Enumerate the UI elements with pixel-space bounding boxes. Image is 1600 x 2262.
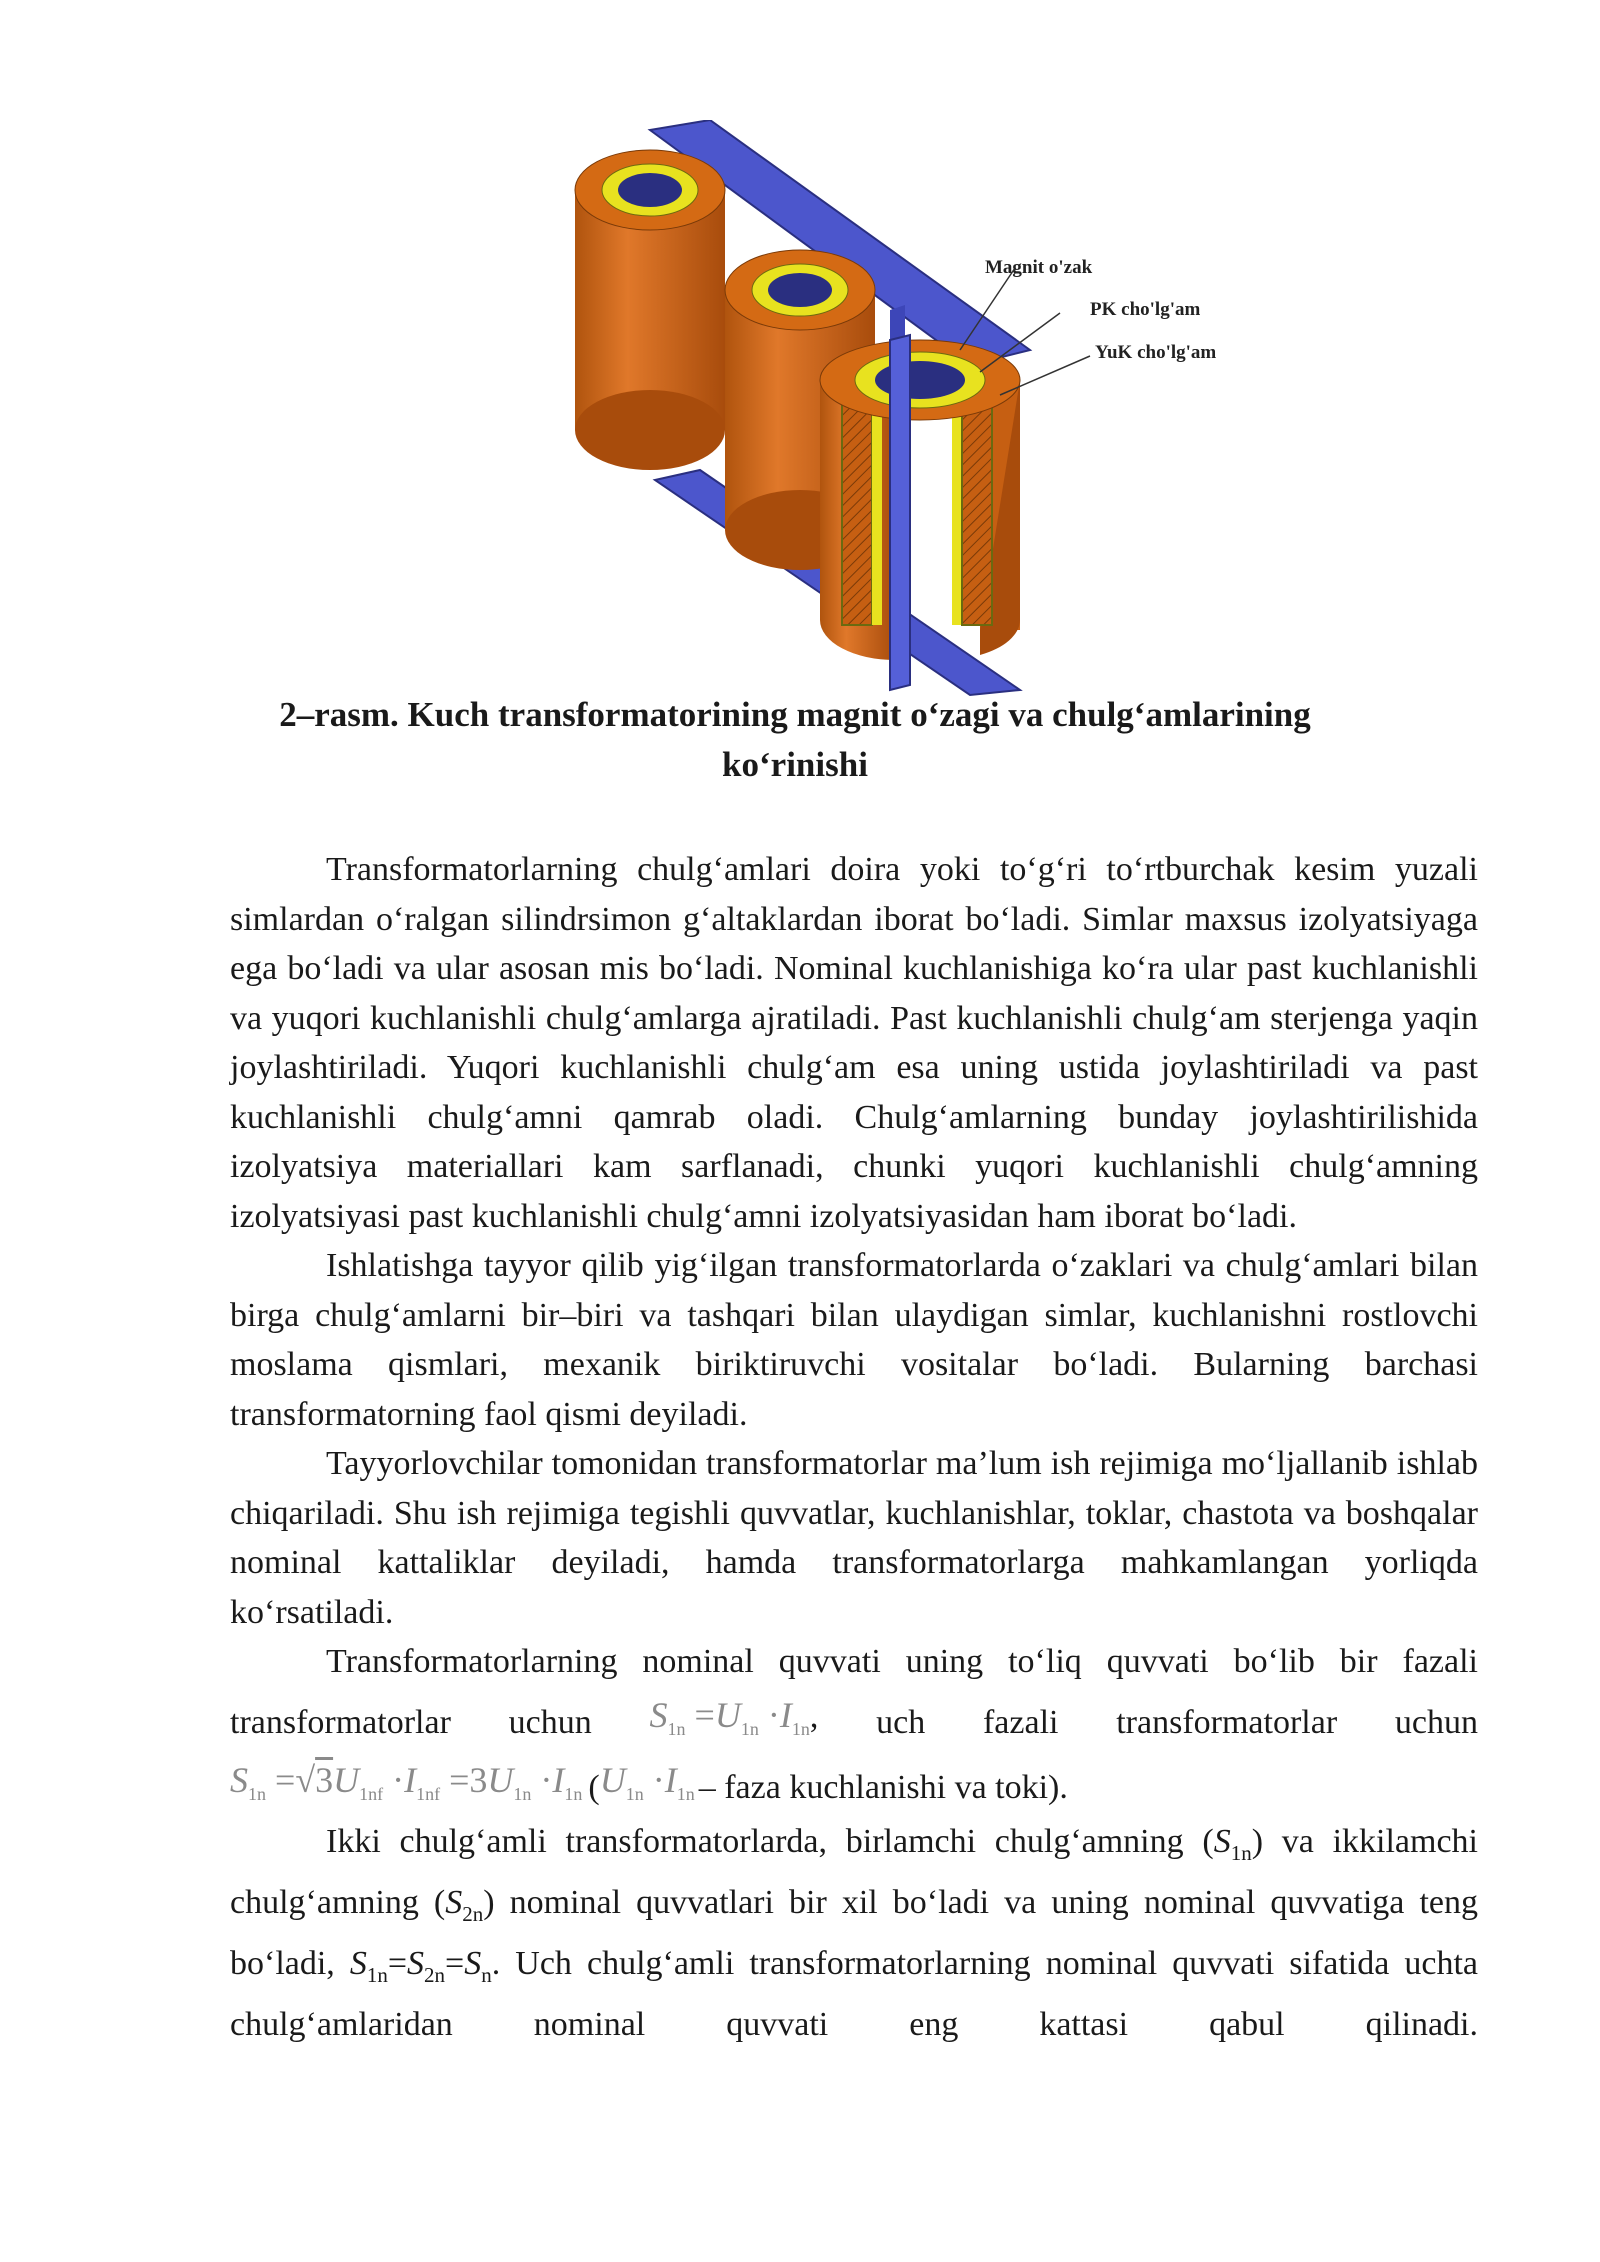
single-phase-formula xyxy=(650,1691,819,1755)
paragraph-4-formula-line-2 xyxy=(230,1759,1478,1817)
p4-paren-open: ( xyxy=(588,1768,600,1806)
f1-eq: = xyxy=(685,1694,715,1735)
body-text xyxy=(230,845,1478,2050)
f3-U-sub: 1n xyxy=(625,1783,644,1804)
f2-U2: U xyxy=(487,1759,514,1800)
p5-d: . Uch chulg‘amli transformatorlarning nominal quvvati sifatida uchta chulg‘amlaridan nominal quvvati eng kattasi qabul qilinadi. xyxy=(230,1945,1478,2044)
label-core: Magnit o'zak xyxy=(985,257,1093,278)
f3-I: I xyxy=(664,1759,677,1800)
paragraph-3: Tayyorlovchilar tomonidan transformatorlar ma’lum ish rejimiga mo‘ljallanib ishlab chiqariladi. Shu ish rejimiga tegishli quvvatlar, kuchlanishlar, toklar, chastota va boshqalar nominal kattaliklar deyiladi, hamda transformatorlarga mahkamlangan yorliqda ko‘rsatiladi. xyxy=(230,1445,1478,1631)
phase-pair-formula xyxy=(600,1756,695,1820)
p5-eq-S1: S xyxy=(349,1945,367,1983)
f2-sqrt: √ xyxy=(295,1759,316,1800)
p4-word-uchun-2: uchun xyxy=(1394,1703,1478,1741)
f1-dot: · xyxy=(758,1694,780,1735)
p5-eq-subn: n xyxy=(481,1962,492,1987)
p5-eq-S2: S xyxy=(407,1945,425,1983)
paragraph-2: Ishlatishga tayyor qilib yig‘ilgan transformatorlarda o‘zaklari va chulg‘amlari bilan birga chulg‘amlarni bir–biri va tashqari bilan ulaydigan simlar, kuchlanishni rostlovchi moslama qismlari, mexanik biriktiruvchi vositalar bo‘ladi. Bularning barchasi transformatorning faol qismi deyiladi. xyxy=(230,1247,1478,1433)
p5-eq-sub1: 1n xyxy=(366,1962,388,1987)
paragraph-5 xyxy=(230,1817,1478,2050)
p4-word-fazali: fazali xyxy=(982,1703,1059,1741)
f2-I2-sub: 1n xyxy=(564,1783,583,1804)
label-hv-winding: YuK cho'lg'am xyxy=(1095,342,1217,363)
p4-word-transformatorlar-2: transformatorlar xyxy=(1116,1703,1338,1741)
paragraph-4-start: Transformatorlarning nominal quvvati uning to‘liq quvvati bo‘lib bir fazali xyxy=(326,1643,1478,1680)
f2-U-sub: 1nf xyxy=(359,1783,384,1804)
winding-left xyxy=(575,150,725,470)
f3-I-sub: 1n xyxy=(676,1783,695,1804)
f2-dot1: · xyxy=(383,1759,405,1800)
f1-S: S xyxy=(649,1694,668,1735)
f2-three: 3 xyxy=(315,1759,334,1800)
p4-word-transformatorlar: transformatorlar xyxy=(230,1703,451,1741)
label-lv-winding: PK cho'lg'am xyxy=(1090,299,1201,320)
f2-I: I xyxy=(404,1759,417,1800)
paragraph-1: Transformatorlarning chulg‘amlari doira yoki to‘g‘ri to‘rtburchak kesim yuzali simlardan o‘ralgan silindrsimon g‘altaklardan iborat bo‘ladi. Simlar maxsus izolyatsiyaga ega bo‘ladi va ular asosan mis bo‘ladi. Nominal kuchlanishiga ko‘ra ular past kuchlanishli va yuqori kuchlanishli chulg‘amlarga ajratiladi. Past kuchlanishli chulg‘am sterjenga yaqin joylashtiriladi. Yuqori kuchlanishli chulg‘am esa uning ustida joylashtiriladi va past kuchlanishli chulg‘amni qamrab oladi. Chulg‘amlarning bunday joylashtirilishida izolyatsiya materiallari kam sarflanadi, chunki yuqori kuchlanishli chulg‘amning izolyatsiyasi past kuchlanishli chulg‘amni izolyatsiyasidan ham iborat bo‘ladi. xyxy=(230,851,1478,1235)
core-front-limb xyxy=(890,335,910,690)
p5-S1n-sub: 1n xyxy=(1230,1840,1252,1865)
f2-S-sub: 1n xyxy=(248,1783,266,1804)
paragraph-4-formula-line xyxy=(230,1687,1478,1759)
f3-dot: · xyxy=(643,1759,665,1800)
winding-right-cutaway xyxy=(820,340,1020,660)
f1-S-sub: 1n xyxy=(667,1718,686,1739)
p5-eq1: = xyxy=(387,1945,408,1983)
p5-a: Ikki chulg‘amli transformatorlarda, birlamchi chulg‘amning ( xyxy=(326,1822,1214,1860)
p5-c: ) nominal quvvatlari bir xil bo‘ladi va uning nominal quvvatiga teng bo‘ladi, xyxy=(230,1883,1478,1983)
f2-eq1: = xyxy=(266,1759,296,1800)
p4-word-uchun: uchun xyxy=(508,1703,592,1741)
f3-U: U xyxy=(599,1759,626,1800)
f1-U-sub: 1n xyxy=(740,1718,759,1739)
f1-U: U xyxy=(714,1694,741,1735)
f1-I-sub: 1n xyxy=(791,1718,810,1739)
f2-eq2: =3 xyxy=(440,1759,488,1800)
p4-comma: , xyxy=(809,1697,819,1735)
f1-I: I xyxy=(779,1694,792,1735)
transformer-figure xyxy=(560,120,1280,700)
p5-S1n: S xyxy=(1213,1822,1231,1860)
f2-I-sub: 1nf xyxy=(416,1783,441,1804)
f2-S: S xyxy=(230,1759,248,1800)
p5-eq-sub2: 2n xyxy=(424,1962,446,1987)
p4-word-uch: uch xyxy=(876,1703,926,1741)
p5-eq2: = xyxy=(445,1945,465,1983)
three-phase-formula xyxy=(230,1756,582,1820)
caption-line-2: ko‘rinishi xyxy=(722,745,868,784)
figure-caption xyxy=(230,690,1360,790)
p5-b: ) va ikkilamchi chulg‘amning ( xyxy=(230,1822,1478,1921)
transformer-illustration xyxy=(560,120,1280,700)
p5-S2n-sub: 2n xyxy=(462,1901,484,1926)
f2-I2: I xyxy=(552,1759,565,1800)
f2-dot2: · xyxy=(531,1759,553,1800)
f2-U2-sub: 1n xyxy=(513,1783,532,1804)
p4-end: – faza kuchlanishi va toki). xyxy=(698,1768,1068,1806)
p5-S2n: S xyxy=(445,1883,463,1921)
caption-line-1: 2–rasm. Kuch transformatorining magnit o‘zagi va chulg‘amlarining xyxy=(279,695,1311,734)
p5-eq-S3: S xyxy=(464,1945,482,1983)
f2-U: U xyxy=(333,1759,360,1800)
